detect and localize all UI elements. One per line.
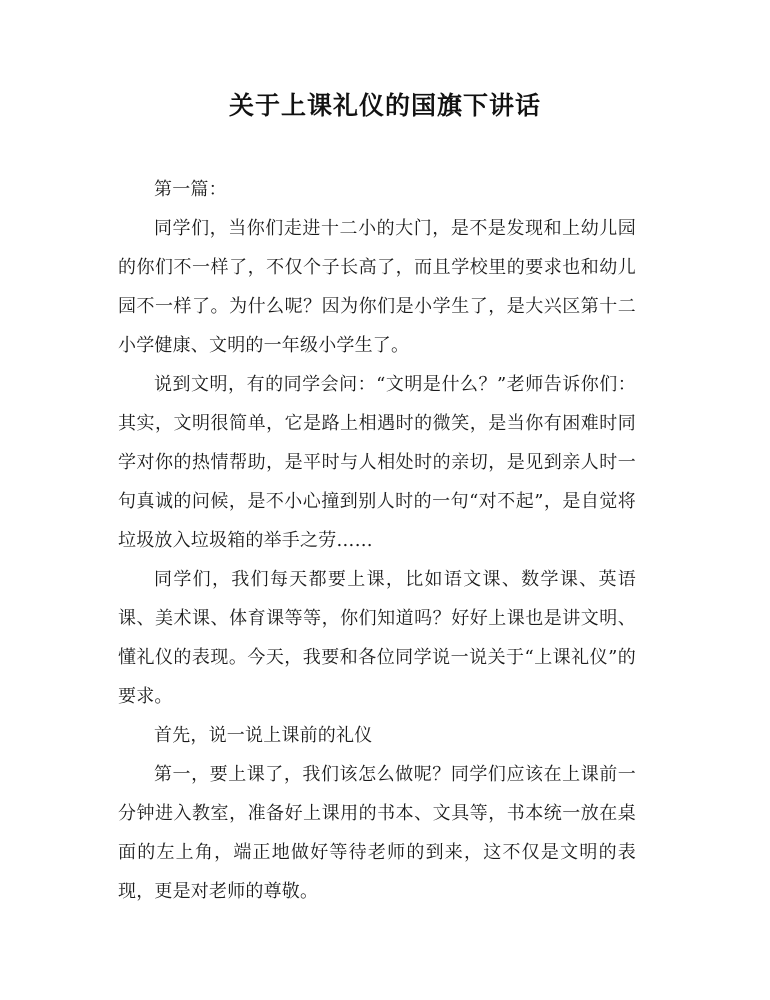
paragraph-civility: 说到文明，有的同学会问：“文明是什么？”老师告诉你们：其实，文明很简单，它是路上相遇时的微笑，是当你有困难时同学对你的热情帮助，是平时与人相处时的亲切，是见到亲人时一句真诚的问候，是不小心撞到别人时的一句“对不起”，是自觉将垃圾放入垃圾箱的举手之劳…… (118, 374, 636, 551)
paragraph-first-point: 第一，要上课了，我们该怎么做呢？同学们应该在上课前一分钟进入教室，准备好上课用的书本、文具等，书本统一放在桌面的左上角，端正地做好等待老师的到来，这不仅是文明的表现，更是对老师的尊敬。 (118, 764, 636, 902)
paragraph-class-etiquette: 同学们，我们每天都要上课，比如语文课、数学课、英语课、美术课、体育课等等，你们知道吗？好好上课也是讲文明、懂礼仪的表现。今天，我要和各位同学说一说关于“上课礼仪”的要求。 (118, 569, 636, 707)
document-body (118, 170, 636, 911)
section-heading-part-one: 第一篇： (154, 179, 227, 200)
document-title: 关于上课礼仪的国旗下讲话 (228, 91, 541, 120)
section-heading-before-class: 首先，说一说上课前的礼仪 (154, 725, 373, 746)
paragraph-intro: 同学们，当你们走进十二小的大门，是不是发现和上幼儿园的你们不一样了，不仅个子长高了，而且学校里的要求也和幼儿园不一样了。为什么呢？因为你们是小学生了，是大兴区第十二小学健康、文明的一年级小学生了。 (118, 218, 636, 356)
